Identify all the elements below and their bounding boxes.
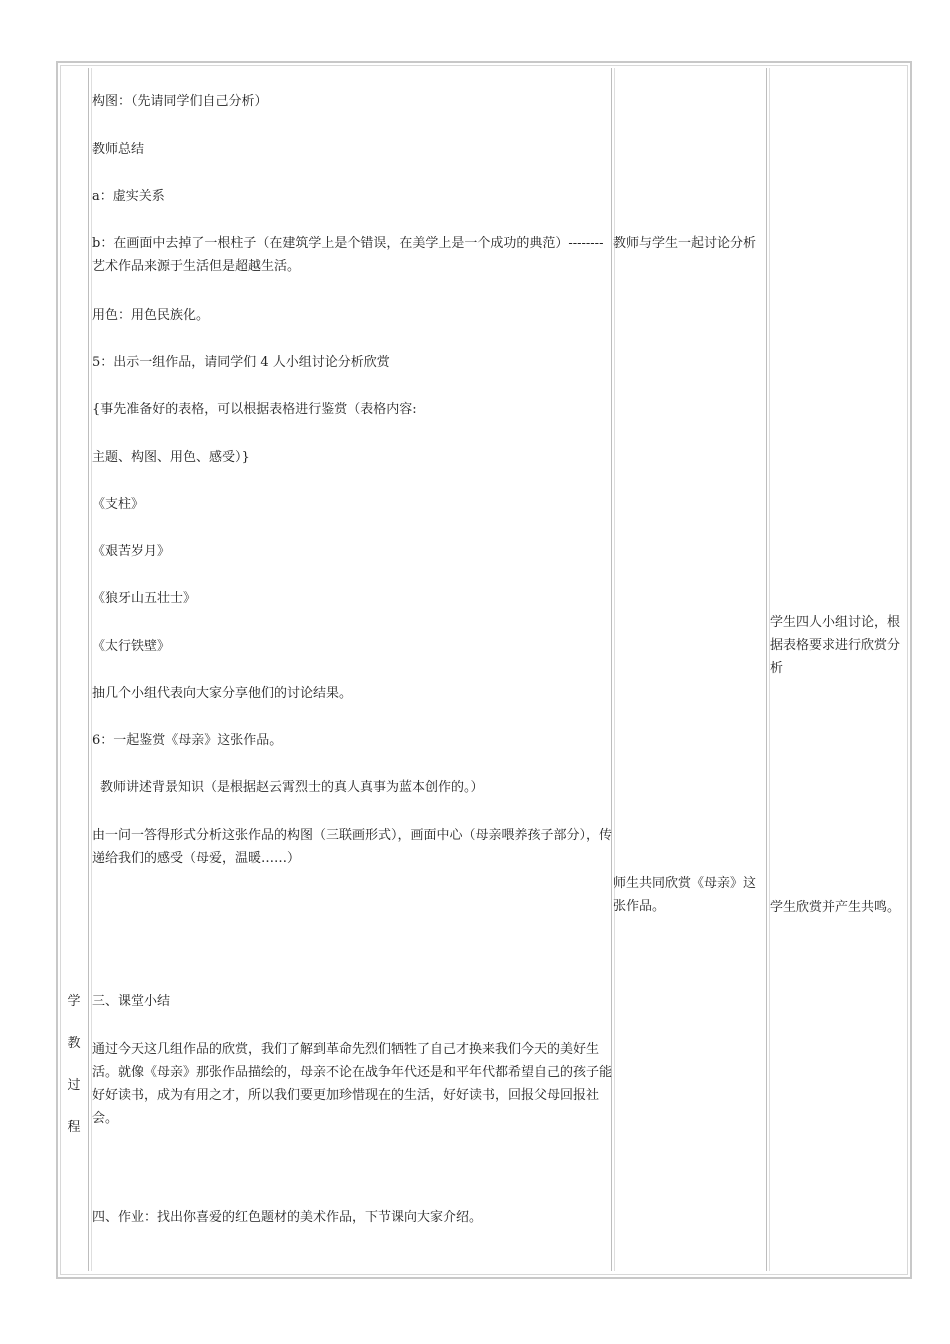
summary-text: 通过今天这几组作品的欣赏，我们了解到革命先烈们牺牲了自己才换来我们今天的美好生活。就像《母亲》那张作品描绘的，母亲不论在战争年代还是和平年代都希望自己的孩子能好好读书，成为有用之才，所以我们要更加珍惜现在的生活，好好读书，回报父母回报社会。 xyxy=(92,1042,613,1126)
artwork-title: 《支柱》 xyxy=(92,497,145,512)
table-content-text: 主题、构图、用色、感受）} xyxy=(92,450,250,465)
composition-text: 构图：（先请同学们自己分析） xyxy=(92,94,268,109)
qa-analysis-text: 由一问一答得形式分析这张作品的构图（三联画形式），画面中心（母亲喂养孩子部分），传递给我们的感受（母爱，温暖……） xyxy=(92,828,613,866)
artwork-title: 《艰苦岁月》 xyxy=(92,544,171,559)
student-activity-resonate: 学生欣赏并产生共鸣。 xyxy=(770,900,901,915)
teacher-summary-text: 教师总结 xyxy=(92,142,145,157)
student-activity-group: 学生四人小组讨论，根据表格要求进行欣赏分析 xyxy=(770,615,901,676)
point-a-text: a：虚实关系 xyxy=(92,189,165,204)
background-text: 教师讲述背景知识（是根据赵云霄烈士的真人真事为蓝本创作的。） xyxy=(100,780,484,795)
artwork-title: 《太行铁壁》 xyxy=(92,639,171,654)
share-text: 抽几个小组代表向大家分享他们的讨论结果。 xyxy=(92,686,353,701)
section-label-char: 学 xyxy=(67,994,81,1009)
teacher-activity-appreciate: 师生共同欣赏《母亲》这张作品。 xyxy=(613,876,757,914)
artwork-title: 《狼牙山五壮士》 xyxy=(92,591,197,606)
section-label xyxy=(60,990,88,1158)
table-intro-text: {事先准备好的表格，可以根据表格进行鉴赏（表格内容: xyxy=(92,402,417,417)
point-b-text: b：在画面中去掉了一根柱子（在建筑学上是个错误，在美学上是一个成功的典范）--------艺术作品来源于生活但是超越生活。 xyxy=(92,236,604,274)
section-label-char: 程 xyxy=(67,1120,81,1135)
section-label-char: 过 xyxy=(67,1078,81,1093)
homework-text: 四、作业：找出你喜爱的红色题材的美术作品，下节课向大家介绍。 xyxy=(92,1210,483,1225)
summary-title: 三、课堂小结 xyxy=(92,994,171,1009)
color-use-text: 用色：用色民族化。 xyxy=(92,308,210,323)
section-label-char: 教 xyxy=(67,1036,81,1051)
step5-text: 5：出示一组作品，请同学们 4 人小组讨论分析欣赏 xyxy=(92,355,390,370)
column-divider xyxy=(88,68,89,1271)
step6-text: 6：一起鉴赏《母亲》这张作品。 xyxy=(92,733,283,748)
teacher-activity-discuss: 教师与学生一起讨论分析 xyxy=(613,236,757,251)
